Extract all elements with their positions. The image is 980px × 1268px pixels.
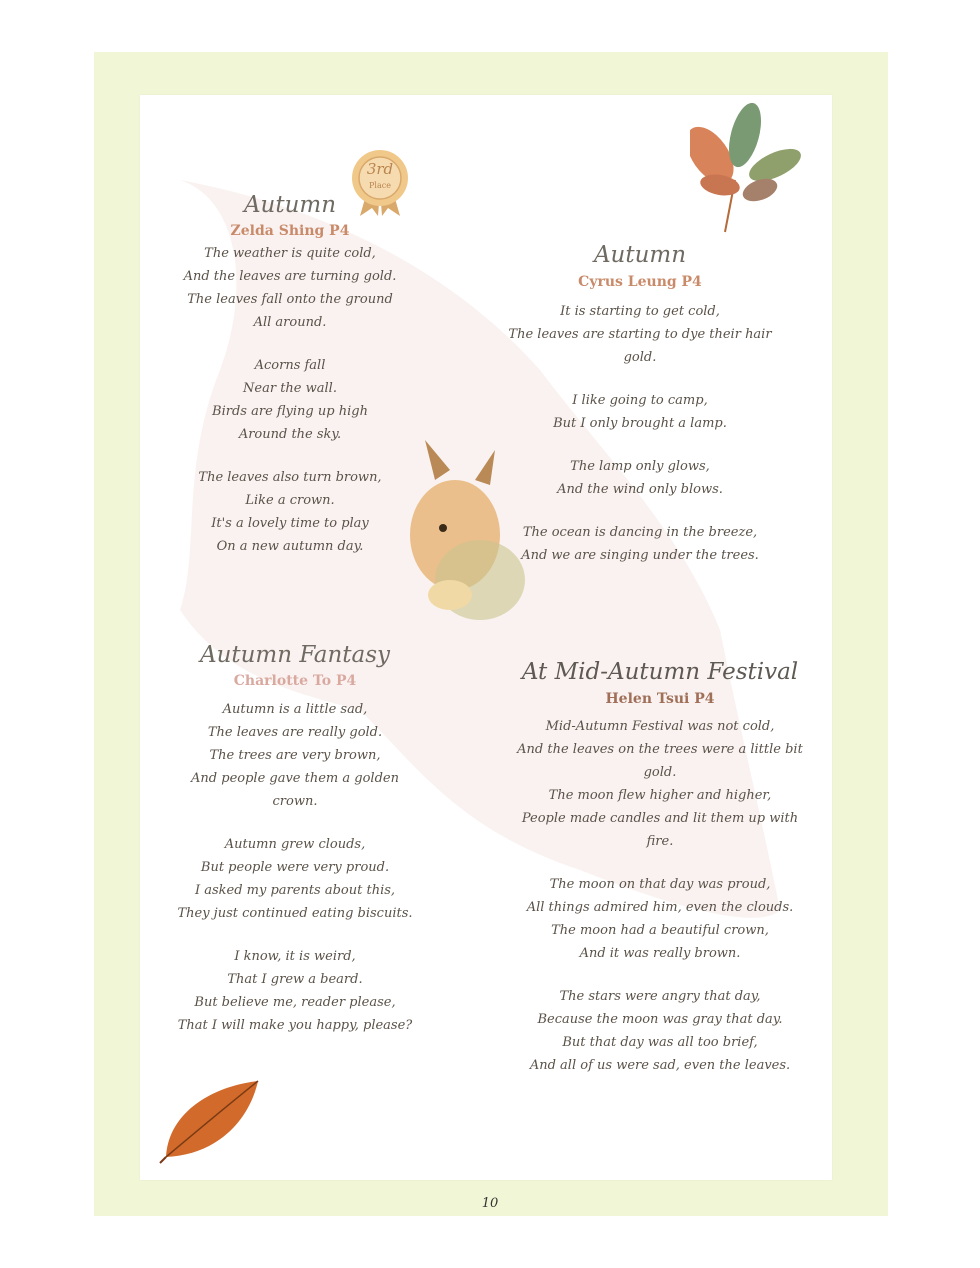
poem-helen [510, 657, 810, 1077]
poem-line: And the leaves are turning gold. [183, 269, 397, 284]
poem-charlotte [170, 640, 420, 1037]
poem-line: And we are singing under the trees. [521, 548, 759, 563]
poem-line: On a new autumn day. [216, 539, 364, 554]
poem-line: It is starting to get cold, [560, 304, 720, 319]
poem-line: Near the wall. [243, 381, 337, 396]
poem-author: Helen Tsui P4 [605, 691, 715, 707]
badge-place: Place [369, 181, 391, 190]
chestnut-leaf-illustration [690, 100, 810, 235]
poem-line: Autumn grew clouds, [224, 837, 366, 852]
page-number: 10 [481, 1196, 499, 1211]
poem-title: At Mid-Autumn Festival [521, 659, 799, 685]
poem-line: But I only brought a lamp. [553, 416, 727, 431]
poem-line: And the leaves on the trees were a little bit gold. [517, 742, 803, 780]
poem-line: But people were very proud. [200, 860, 390, 875]
poem-line: The leaves fall onto the ground [187, 292, 393, 307]
poem-author: Zelda Shing P4 [230, 223, 350, 239]
poem-line: The stars were angry that day, [559, 989, 761, 1004]
poem-line: I like going to camp, [572, 393, 708, 408]
poem-line: But that day was all too brief, [562, 1035, 758, 1050]
poem-line: Birds are flying up high [212, 404, 368, 419]
poem-line: Autumn is a little sad, [222, 702, 368, 717]
poem-author: Cyrus Leung P4 [578, 274, 702, 290]
poem-line: And the wind only blows. [557, 482, 723, 497]
poem-line: Acorns fall [254, 358, 326, 373]
poem-line: Mid-Autumn Festival was not cold, [545, 719, 775, 734]
poem-line: All around. [253, 315, 327, 330]
poem-line: The lamp only glows, [570, 459, 710, 474]
poem-line: They just continued eating biscuits. [177, 906, 413, 921]
poem-line: People made candles and lit them up with fire. [521, 811, 799, 849]
poem-line: Because the moon was gray that day. [537, 1012, 783, 1027]
poem-title: Autumn [593, 242, 687, 268]
poem-title: Autumn [243, 192, 337, 218]
fallen-leaf-illustration [158, 1075, 263, 1165]
poem-line: Like a crown. [245, 493, 335, 508]
badge-rank: 3rd [366, 160, 394, 178]
poem-line: That I grew a beard. [227, 972, 363, 987]
poem-line: But believe me, reader please, [194, 995, 396, 1010]
poem-line: Around the sky. [238, 427, 342, 442]
poem-line: The moon had a beautiful crown, [551, 923, 769, 938]
poem-line: It's a lovely time to play [211, 516, 369, 531]
poem-line: I know, it is weird, [234, 949, 356, 964]
poem-line: The moon on that day was proud, [549, 877, 771, 892]
poem-line: And people gave them a golden crown. [191, 771, 399, 809]
poem-title: Autumn Fantasy [199, 642, 391, 668]
poem-line: And it was really brown. [579, 946, 741, 961]
poem-line: The trees are very brown, [209, 748, 381, 763]
poem-line: All things admired him, even the clouds. [526, 900, 794, 915]
poem-line: The leaves are starting to dye their hair gold. [508, 327, 772, 365]
poem-line: The leaves are really gold. [207, 725, 383, 740]
poem-author: Charlotte To P4 [233, 673, 357, 689]
poem-line: The moon flew higher and higher, [548, 788, 772, 803]
poem-line: I asked my parents about this, [194, 883, 396, 898]
poem-line: The ocean is dancing in the breeze, [522, 525, 758, 540]
poem-line: And all of us were sad, even the leaves. [529, 1058, 791, 1073]
poem-line: The leaves also turn brown, [198, 470, 382, 485]
poem-zelda [170, 190, 410, 558]
poem-cyrus [500, 240, 780, 567]
poem-line: The weather is quite cold, [204, 246, 376, 261]
poem-line: That I will make you happy, please? [177, 1018, 413, 1033]
